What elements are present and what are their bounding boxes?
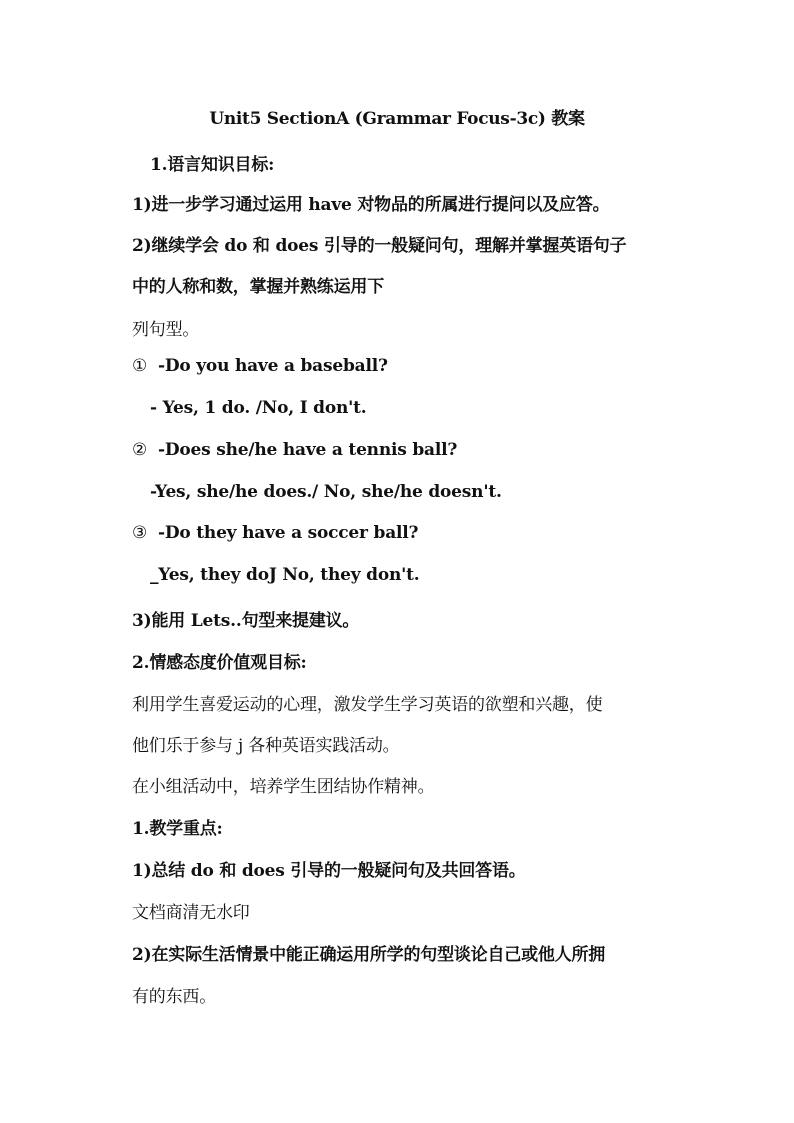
circled-marker-3: ③: [132, 523, 148, 543]
goal-item-2-continued: 中的人称和数，掌握并熟练运用下: [132, 277, 384, 297]
pattern-2-question-text: -Does she/he have a tennis ball?: [158, 440, 458, 460]
pattern-3-answer: _Yes, they doJ No, they don't.: [150, 565, 420, 585]
heading-attitude-goals: 2.情感态度价值观目标:: [132, 653, 307, 673]
focus-item-2-continued: 有的东西。: [132, 987, 216, 1007]
attitude-paragraph-line-2: 他们乐于参与 j 各种英语实践活动。: [132, 736, 400, 756]
pattern-1-question-text: -Do you have a baseball?: [158, 356, 388, 376]
focus-item-2: 2)在实际生活情景中能正确运用所学的句型谈论自己或他人所拥: [132, 945, 606, 965]
goal-item-2: 2)继续学会 do 和 does 引导的一般疑问句，理解并掌握英语句子: [132, 236, 627, 256]
pattern-1-question: [132, 356, 388, 376]
document-title: Unit5 SectionA (Grammar Focus-3c) 教案: [209, 109, 585, 129]
heading-language-goals: 1.语言知识目标:: [150, 155, 275, 175]
pattern-3-question: [132, 523, 418, 543]
goal-item-2-end: 列句型。: [132, 320, 200, 340]
pattern-2-question: [132, 440, 457, 460]
pattern-1-answer: - Yes, 1 do. /No, I don't.: [150, 398, 367, 418]
focus-item-1: 1)总结 do 和 does 引导的一般疑问句及共回答语。: [132, 861, 526, 881]
pattern-3-question-text: -Do they have a soccer ball?: [158, 523, 419, 543]
circled-marker-1: ①: [132, 356, 148, 376]
goal-item-1: 1)进一步学习通过运用 have 对物品的所属进行提问以及应答。: [132, 195, 610, 215]
heading-teaching-focus: 1.教学重点:: [132, 819, 223, 839]
attitude-paragraph-line-3: 在小组活动中，培养学生团结协作精神。: [132, 777, 435, 797]
goal-item-3: 3)能用 Lets..句型来提建议。: [132, 611, 360, 631]
watermark-note: 文档商清无水印: [132, 903, 250, 923]
attitude-paragraph-line-1: 利用学生喜爱运动的心理，激发学生学习英语的欲塑和兴趣，使: [132, 695, 603, 715]
circled-marker-2: ②: [132, 440, 148, 460]
pattern-2-answer: -Yes, she/he does./ No, she/he doesn't.: [150, 482, 502, 502]
